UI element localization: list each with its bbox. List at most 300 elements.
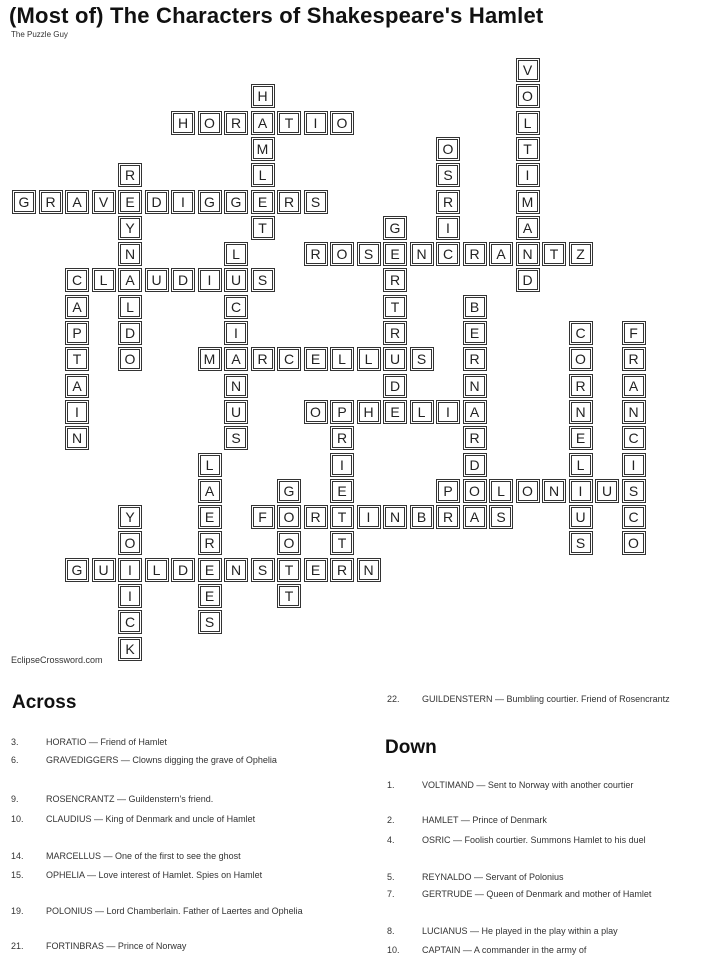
clue-number: 22. [387, 694, 400, 704]
clue-text: HAMLET — Prince of Denmark [422, 815, 547, 825]
cell-letter: E [204, 509, 215, 526]
crossword-cell[interactable] [569, 321, 593, 345]
crossword-cell[interactable] [118, 637, 142, 661]
clue-text: ROSENCRANTZ — Guildenstern's friend. [46, 794, 214, 804]
crossword-cell[interactable] [330, 531, 354, 555]
crossword-cell[interactable] [569, 505, 593, 529]
clue-down [387, 815, 712, 826]
crossword-cell[interactable] [436, 505, 460, 529]
crossword-cell[interactable] [224, 400, 248, 424]
crossword-cell[interactable] [569, 453, 593, 477]
crossword-cell[interactable] [304, 400, 328, 424]
cell-letter: R [283, 193, 295, 210]
crossword-cell[interactable] [622, 426, 646, 450]
cell-letter: E [575, 430, 586, 447]
crossword-cell[interactable] [198, 453, 222, 477]
crossword-cell[interactable] [463, 242, 487, 266]
cell-letter: N [230, 561, 242, 578]
crossword-cell[interactable] [463, 295, 487, 319]
crossword-cell[interactable] [304, 558, 328, 582]
clue-down [387, 926, 712, 937]
clue-down [387, 835, 712, 846]
crossword-cell[interactable] [304, 347, 328, 371]
crossword-cell[interactable] [251, 505, 275, 529]
clue-text: OPHELIA — Love interest of Hamlet. Spies on Hamlet [46, 870, 263, 880]
cell-letter: I [631, 456, 636, 473]
cell-letter: C [575, 325, 586, 341]
cell-letter: S [443, 167, 453, 184]
cell-letter: S [204, 614, 215, 631]
crossword-cell[interactable] [145, 190, 169, 214]
cell-letter: E [390, 246, 400, 263]
crossword-cell[interactable] [595, 479, 619, 503]
clue-down [387, 872, 712, 883]
crossword-cell[interactable] [251, 111, 275, 135]
cell-letter: O [575, 351, 586, 368]
crossword-cell[interactable] [277, 584, 301, 608]
crossword-cell[interactable] [118, 505, 142, 529]
cell-letter: T [337, 535, 347, 552]
clue-text: OSRIC — Foolish courtier. Summons Hamlet to his duel [422, 835, 646, 845]
crossword-cell[interactable] [92, 558, 116, 582]
crossword-cell[interactable] [277, 505, 301, 529]
crossword-cell[interactable] [622, 505, 646, 529]
crossword-cell[interactable] [277, 479, 301, 503]
crossword-cell[interactable] [357, 242, 381, 266]
crossword-cell[interactable] [542, 479, 566, 503]
crossword-cell[interactable] [516, 190, 540, 214]
cell-letter: E [310, 351, 321, 368]
crossword-cell[interactable] [65, 268, 89, 292]
cell-letter: A [72, 193, 82, 210]
crossword-cell[interactable] [569, 426, 593, 450]
crossword-cell[interactable] [198, 610, 222, 634]
crossword-cell[interactable] [622, 321, 646, 345]
crossword-cell[interactable] [436, 163, 460, 187]
cell-letter: T [549, 246, 559, 263]
clue-text: HORATIO — Friend of Hamlet [46, 737, 167, 747]
crossword-cell[interactable] [330, 505, 354, 529]
cell-letter: T [72, 351, 82, 368]
clue-across [11, 941, 341, 952]
crossword-cell[interactable] [224, 295, 248, 319]
crossword-cell[interactable] [516, 479, 540, 503]
clue-text: LUCIANUS — He played in the play within a play [422, 926, 618, 936]
cell-letter: T [258, 219, 267, 236]
crossword-cell[interactable] [622, 479, 646, 503]
across-heading: Across [12, 692, 77, 713]
crossword-cell[interactable] [357, 558, 381, 582]
crossword-cell[interactable] [357, 347, 381, 371]
crossword-cell[interactable] [277, 347, 301, 371]
cell-letter: I [128, 588, 132, 604]
cell-letter: A [628, 377, 639, 394]
crossword-cell[interactable] [304, 242, 328, 266]
crossword-cell[interactable] [65, 347, 89, 371]
crossword-cell[interactable] [198, 190, 222, 214]
crossword-cell[interactable] [198, 558, 222, 582]
crossword-cell[interactable] [569, 531, 593, 555]
cell-letter: N [522, 246, 533, 263]
cell-letter: P [72, 325, 82, 341]
cell-letter: N [124, 246, 136, 263]
crossword-cell[interactable] [383, 400, 407, 424]
cell-letter: S [310, 193, 321, 210]
cell-letter: E [390, 403, 400, 420]
cell-letter: L [576, 456, 585, 473]
crossword-cell[interactable] [198, 505, 222, 529]
crossword-cell[interactable] [410, 505, 434, 529]
crossword-cell[interactable] [277, 558, 301, 582]
crossword-cell[interactable] [383, 374, 407, 398]
crossword-cell[interactable] [65, 558, 89, 582]
crossword-cell[interactable] [251, 163, 275, 187]
crossword-cell[interactable] [65, 321, 89, 345]
crossword-cell[interactable] [92, 190, 116, 214]
cell-letter: N [575, 403, 586, 420]
crossword-cell[interactable] [330, 479, 354, 503]
crossword-cell[interactable] [12, 190, 36, 214]
cell-letter: G [389, 219, 401, 236]
crossword-cell[interactable] [198, 111, 222, 135]
cell-letter: I [128, 561, 132, 578]
cell-letter: O [628, 535, 639, 552]
cell-letter: R [204, 535, 215, 552]
crossword-cell[interactable] [383, 505, 407, 529]
cell-letter: H [363, 403, 374, 420]
cell-letter: P [337, 403, 347, 420]
cell-letter: T [284, 114, 294, 131]
crossword-cell[interactable] [410, 347, 434, 371]
cell-letter: R [257, 351, 268, 368]
cell-letter: P [443, 482, 453, 499]
crossword-cell[interactable] [436, 216, 460, 240]
cell-letter: N [628, 403, 639, 420]
cell-letter: I [366, 509, 371, 526]
cell-letter: L [152, 561, 161, 578]
crossword-cell[interactable] [251, 84, 275, 108]
crossword-cell[interactable] [304, 505, 328, 529]
crossword-cell[interactable] [251, 190, 275, 214]
crossword-cell[interactable] [118, 558, 142, 582]
cell-letter: C [628, 430, 639, 447]
cell-letter: O [124, 351, 136, 368]
cell-letter: K [125, 640, 135, 657]
crossword-cell[interactable] [516, 216, 540, 240]
clue-number: 10. [387, 945, 400, 955]
cell-letter: Y [125, 509, 135, 526]
cell-letter: O [522, 482, 533, 499]
cell-letter: C [283, 351, 295, 368]
crossword-cell[interactable] [118, 321, 142, 345]
cell-letter: R [389, 272, 401, 289]
crossword-cell[interactable] [224, 268, 248, 292]
clue-number: 7. [387, 889, 395, 899]
crossword-cell[interactable] [383, 216, 407, 240]
crossword-cell[interactable] [463, 505, 487, 529]
crossword-cell[interactable] [224, 558, 248, 582]
cell-letter: L [232, 246, 240, 263]
crossword-cell[interactable] [171, 268, 195, 292]
cell-letter: L [497, 482, 505, 499]
crossword-cell[interactable] [622, 347, 646, 371]
crossword-cell[interactable] [357, 505, 381, 529]
crossword-cell[interactable] [145, 558, 169, 582]
crossword-cell[interactable] [436, 137, 460, 161]
clue-number: 2. [387, 815, 395, 825]
clue-text: REYNALDO — Servant of Polonius [422, 872, 564, 882]
crossword-cell[interactable] [198, 347, 222, 371]
crossword-cell[interactable] [516, 137, 540, 161]
crossword-cell[interactable] [516, 111, 540, 135]
crossword-cell[interactable] [463, 453, 487, 477]
cell-letter: A [469, 403, 480, 420]
cell-letter: N [548, 482, 560, 499]
crossword-cell[interactable] [65, 426, 89, 450]
crossword-cell[interactable] [277, 190, 301, 214]
crossword-cell[interactable] [516, 242, 540, 266]
crossword-cell[interactable] [118, 347, 142, 371]
cell-letter: R [45, 193, 56, 210]
crossword-cell[interactable] [251, 268, 275, 292]
crossword-cell[interactable] [330, 453, 354, 477]
clue-number: 4. [387, 835, 395, 845]
crossword-cell[interactable] [118, 216, 142, 240]
crossword-cell[interactable] [198, 268, 222, 292]
crossword-cell[interactable] [436, 479, 460, 503]
crossword-cell[interactable] [569, 400, 593, 424]
crossword-cell[interactable] [463, 321, 487, 345]
crossword-cell[interactable] [383, 295, 407, 319]
crossword-cell[interactable] [383, 321, 407, 345]
cell-letter: Z [576, 246, 585, 263]
cell-letter: A [125, 272, 135, 289]
crossword-cell[interactable] [171, 111, 195, 135]
cell-letter: D [522, 272, 533, 289]
cell-letter: S [416, 351, 427, 368]
crossword-cell[interactable] [171, 558, 195, 582]
crossword-cell[interactable] [198, 531, 222, 555]
crossword-cell[interactable] [489, 242, 513, 266]
cell-letter: S [496, 509, 506, 526]
crossword-cell[interactable] [569, 479, 593, 503]
crossword-cell[interactable] [463, 347, 487, 371]
cell-letter: U [230, 403, 242, 420]
cell-letter: I [75, 403, 79, 420]
cell-letter: I [313, 114, 318, 131]
crossword-cell[interactable] [383, 347, 407, 371]
crossword-cell[interactable] [118, 268, 142, 292]
cell-letter: L [417, 403, 426, 420]
cell-letter: I [578, 482, 583, 499]
cell-letter: V [98, 193, 109, 210]
cell-letter: N [469, 377, 480, 394]
clue-number: 3. [11, 737, 19, 747]
clue-number: 14. [11, 851, 24, 861]
cell-letter: O [469, 482, 480, 499]
crossword-cell[interactable] [304, 111, 328, 135]
cell-letter: I [340, 456, 344, 473]
crossword-cell[interactable] [224, 321, 248, 345]
crossword-cell[interactable] [436, 242, 460, 266]
crossword-cell[interactable] [383, 242, 407, 266]
crossword-cell[interactable] [357, 400, 381, 424]
crossword-cell[interactable] [118, 163, 142, 187]
clue-down [387, 945, 712, 956]
cell-letter: E [310, 561, 321, 578]
crossword-cell[interactable] [224, 242, 248, 266]
crossword-cell[interactable] [436, 190, 460, 214]
crossword-cell[interactable] [489, 505, 513, 529]
cell-letter: C [71, 272, 83, 289]
crossword-cell[interactable] [277, 111, 301, 135]
clue-across [11, 906, 341, 917]
crossword-cell[interactable] [463, 374, 487, 398]
crossword-cell[interactable] [171, 190, 195, 214]
cell-letter: O [124, 535, 136, 552]
crossword-cell[interactable] [65, 374, 89, 398]
crossword-cell[interactable] [436, 400, 460, 424]
crossword-cell[interactable] [569, 242, 593, 266]
clue-number: 5. [387, 872, 395, 882]
cell-letter: I [525, 167, 530, 184]
clue-across [11, 814, 341, 825]
cell-letter: R [389, 325, 401, 341]
crossword-cell[interactable] [118, 610, 142, 634]
cell-letter: D [389, 377, 401, 394]
crossword-cell[interactable] [516, 268, 540, 292]
crossword-cell[interactable] [277, 531, 301, 555]
crossword-cell[interactable] [463, 479, 487, 503]
clue-text: FORTINBRAS — Prince of Norway [46, 941, 187, 951]
cell-letter: L [364, 351, 373, 368]
crossword-cell[interactable] [516, 84, 540, 108]
cell-letter: A [496, 246, 506, 263]
cell-letter: L [258, 167, 267, 184]
crossword-cell[interactable] [410, 242, 434, 266]
crossword-cell[interactable] [118, 242, 142, 266]
crossword-cell[interactable] [383, 268, 407, 292]
crossword-cell[interactable] [92, 268, 116, 292]
cell-letter: E [204, 561, 215, 578]
cell-letter: G [71, 561, 83, 578]
cell-letter: V [522, 62, 533, 78]
crossword-cell[interactable] [463, 400, 487, 424]
crossword-cell[interactable] [251, 347, 275, 371]
clue-down [387, 889, 712, 900]
cell-letter: G [204, 193, 215, 210]
crossword-cell[interactable] [251, 558, 275, 582]
crossword-cell[interactable] [118, 584, 142, 608]
crossword-cell[interactable] [65, 190, 89, 214]
cell-letter: N [363, 561, 374, 578]
crossword-cell[interactable] [65, 295, 89, 319]
clue-text: GERTRUDE — Queen of Denmark and mother of Hamlet [422, 889, 652, 899]
cell-letter: B [416, 509, 427, 526]
crossword-cell[interactable] [224, 374, 248, 398]
crossword-cell[interactable] [622, 374, 646, 398]
crossword-cell[interactable] [224, 426, 248, 450]
page-title: (Most of) The Characters of Shakespeare's Hamlet [9, 3, 544, 28]
crossword-cell[interactable] [489, 479, 513, 503]
crossword-cell[interactable] [224, 190, 248, 214]
cell-letter: G [230, 193, 242, 210]
cell-letter: I [207, 272, 212, 289]
crossword-cell[interactable] [569, 347, 593, 371]
cell-letter: L [338, 351, 346, 368]
crossword-cell[interactable] [304, 190, 328, 214]
cell-letter: L [205, 456, 214, 473]
cell-letter: A [204, 482, 215, 499]
crossword-cell[interactable] [516, 163, 540, 187]
crossword-cell[interactable] [65, 400, 89, 424]
clue-text: MARCELLUS — One of the first to see the ghost [46, 851, 241, 861]
crossword-cell[interactable] [622, 400, 646, 424]
cell-letter: N [416, 246, 427, 263]
crossword-cell[interactable] [118, 531, 142, 555]
clue-number: 1. [387, 780, 395, 790]
crossword-cell[interactable] [118, 295, 142, 319]
crossword-cell[interactable] [330, 558, 354, 582]
crossword-cell[interactable] [145, 268, 169, 292]
crossword-cell[interactable] [330, 400, 354, 424]
cell-letter: T [523, 140, 532, 157]
crossword-cell[interactable] [251, 137, 275, 161]
cell-letter: I [181, 193, 185, 210]
crossword-cell[interactable] [410, 400, 434, 424]
cell-letter: D [469, 456, 480, 473]
crossword-cell[interactable] [224, 347, 248, 371]
cell-letter: R [469, 246, 480, 263]
credit-text: EclipseCrossword.com [11, 655, 103, 665]
cell-letter: A [469, 509, 480, 526]
crossword-cell[interactable] [516, 58, 540, 82]
crossword-cell[interactable] [198, 479, 222, 503]
crossword-cell[interactable] [330, 347, 354, 371]
crossword-cell[interactable] [330, 426, 354, 450]
cell-letter: I [446, 403, 450, 420]
crossword-cell[interactable] [569, 374, 593, 398]
crossword-cell[interactable] [622, 531, 646, 555]
cell-letter: T [337, 509, 347, 526]
page-subtitle: The Puzzle Guy [11, 30, 68, 39]
cell-letter: S [628, 482, 639, 499]
crossword-cell[interactable] [622, 453, 646, 477]
cell-letter: I [446, 219, 450, 236]
crossword-cell[interactable] [330, 242, 354, 266]
crossword-cell[interactable] [39, 190, 63, 214]
cell-letter: E [469, 325, 480, 341]
clue-across [11, 851, 341, 862]
cell-letter: A [72, 298, 82, 315]
crossword-cell[interactable] [330, 111, 354, 135]
crossword-cell[interactable] [118, 190, 142, 214]
cell-letter: D [124, 325, 136, 341]
clue-number: 10. [11, 814, 24, 824]
cell-letter: I [234, 325, 238, 341]
cell-letter: R [124, 167, 136, 184]
cell-letter: A [72, 377, 82, 394]
crossword-cell[interactable] [251, 216, 275, 240]
crossword-cell[interactable] [463, 426, 487, 450]
cell-letter: B [469, 298, 480, 315]
down-heading: Down [385, 737, 437, 758]
crossword-cell[interactable] [198, 584, 222, 608]
cell-letter: A [231, 351, 241, 368]
cell-letter: S [575, 535, 586, 552]
crossword-cell[interactable] [542, 242, 566, 266]
crossword-cell[interactable] [224, 111, 248, 135]
